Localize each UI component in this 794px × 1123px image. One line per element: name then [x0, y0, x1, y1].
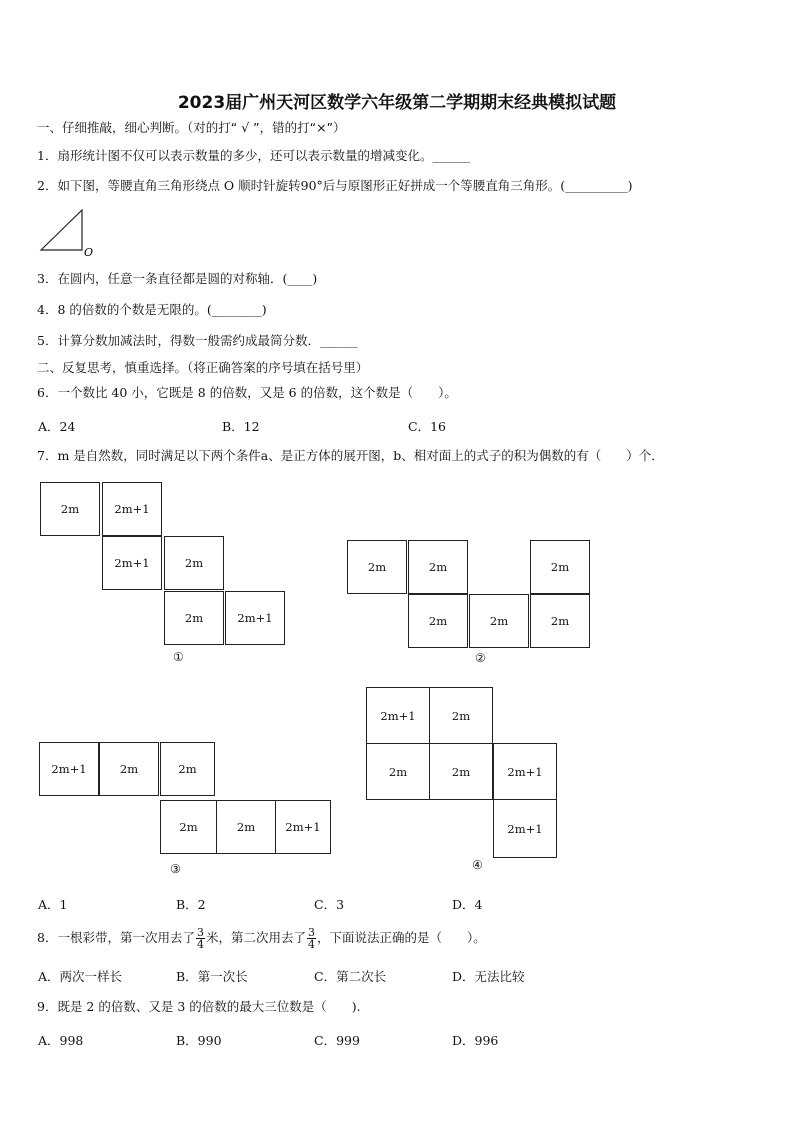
net3-cell: 2m+1 — [39, 742, 99, 796]
question-5: 5．计算分数加减法时，得数一般需约成最简分数．______ — [37, 333, 358, 348]
q8-option-b: B．第一次长 — [176, 969, 248, 984]
net2-cell: 2m — [469, 594, 529, 648]
q9-option-a: A．998 — [38, 1033, 84, 1048]
net1-cell: 2m — [164, 536, 224, 590]
section-1-heading: 一、仔细推敲，细心判断。（对的打“ √ ”，错的打“×”） — [37, 120, 346, 135]
q6-option-a: A．24 — [38, 419, 76, 434]
q6-option-c: C．16 — [408, 419, 446, 434]
net3-cell: 2m — [99, 742, 159, 796]
q8-text-c: ，下面说法正确的是（ ）。 — [316, 930, 486, 945]
net2-cell: 2m — [530, 540, 590, 594]
question-6: 6．一个数比 40 小，它既是 8 的倍数，又是 6 的倍数，这个数是（ ）。 — [37, 385, 457, 400]
q7-option-a: A．1 — [38, 897, 68, 912]
triangle-figure — [38, 206, 98, 258]
question-8 — [37, 925, 486, 951]
question-1: 1．扇形统计图不仅可以表示数量的多少，还可以表示数量的增减变化。______ — [37, 148, 470, 163]
net4-cell: 2m — [429, 687, 493, 744]
net2-cell: 2m — [530, 594, 590, 648]
fraction-2: $\frac{3}{4}$ — [307, 926, 315, 951]
net2-cell: 2m — [408, 594, 468, 648]
question-7: 7．m 是自然数，同时满足以下两个条件a、是正方体的展开图，b、相对面上的式子的积为偶数的有（ ）个． — [37, 448, 664, 463]
question-4: 4．8 的倍数的个数是无限的。(________) — [37, 302, 267, 317]
q6-option-b: B．12 — [222, 419, 260, 434]
net3-label: ③ — [170, 862, 181, 876]
question-2: 2．如下图，等腰直角三角形绕点 O 顺时针旋转90°后与原图形正好拼成一个等腰直角三角形。(__________) — [37, 178, 633, 193]
q7-option-b: B．2 — [176, 897, 206, 912]
net4-cell: 2m+1 — [493, 743, 557, 800]
q8-option-d: D．无法比较 — [452, 969, 525, 984]
net1-cell: 2m+1 — [225, 591, 285, 645]
net2-label: ② — [475, 651, 486, 665]
q8-text-a: 8．一根彩带，第一次用去了 — [37, 930, 195, 945]
q8-text-b: 米，第二次用去了 — [205, 930, 306, 945]
q8-option-a: A．两次一样长 — [38, 969, 123, 984]
q9-option-b: B．990 — [176, 1033, 222, 1048]
q9-option-d: D．996 — [452, 1033, 499, 1048]
cube-net-1 — [40, 482, 290, 672]
net1-cell: 2m — [164, 591, 224, 645]
cube-net-4 — [366, 687, 566, 875]
net3-cell: 2m — [160, 742, 215, 796]
net1-cell: 2m+1 — [102, 536, 162, 590]
question-3: 3．在圆内，任意一条直径都是圆的对称轴．(____) — [37, 271, 318, 286]
net4-cell: 2m+1 — [366, 687, 430, 744]
net2-cell: 2m — [347, 540, 407, 594]
net3-cell: 2m — [216, 800, 276, 854]
cube-net-2 — [347, 540, 597, 672]
net4-cell: 2m — [429, 743, 493, 800]
net4-cell: 2m — [366, 743, 430, 800]
net1-label: ① — [173, 650, 184, 664]
page-title: 2023届广州天河区数学六年级第二学期期末经典模拟试题 — [177, 93, 617, 113]
section-2-heading: 二、反复思考，慎重选择。（将正确答案的序号填在括号里） — [37, 360, 369, 375]
net3-cell: 2m+1 — [275, 800, 331, 854]
net2-cell: 2m — [408, 540, 468, 594]
net3-cell: 2m — [160, 800, 217, 854]
q7-option-c: C．3 — [314, 897, 345, 912]
question-9: 9．既是 2 的倍数、又是 3 的倍数的最大三位数是（ ). — [37, 999, 361, 1014]
cube-net-3 — [39, 742, 339, 882]
q7-option-d: D．4 — [452, 897, 483, 912]
q9-option-c: C．999 — [314, 1033, 360, 1048]
q8-option-c: C．第二次长 — [314, 969, 387, 984]
point-o-label: O — [84, 246, 94, 258]
net4-label: ④ — [472, 858, 483, 872]
net1-cell: 2m+1 — [102, 482, 162, 536]
net4-cell: 2m+1 — [493, 799, 557, 858]
net1-cell: 2m — [40, 482, 100, 536]
fraction-1: $\frac{3}{4}$ — [196, 926, 204, 951]
